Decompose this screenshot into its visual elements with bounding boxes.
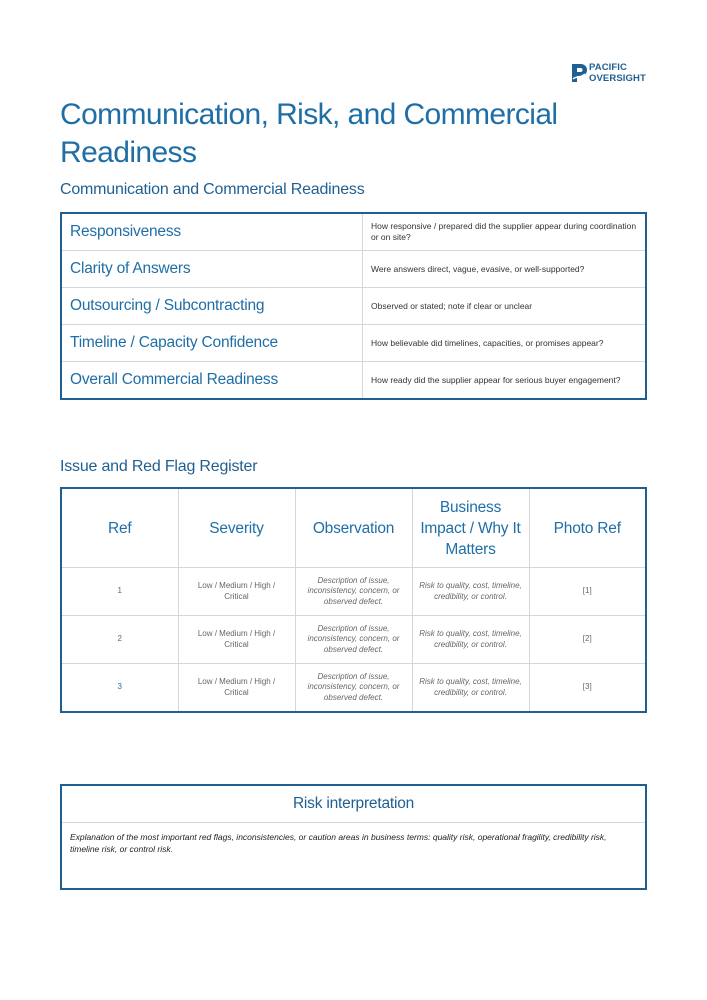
cell-observation: Description of issue, inconsistency, concern, or observed defect. — [295, 664, 412, 713]
table-header-row — [61, 488, 646, 568]
readiness-label: Responsiveness — [61, 213, 363, 251]
readiness-heading: Communication and Commercial Readiness — [60, 181, 365, 198]
cell-severity: Low / Medium / High / Critical — [178, 568, 295, 616]
readiness-label: Timeline / Capacity Confidence — [61, 325, 363, 362]
readiness-description: Observed or stated; note if clear or unclear — [363, 288, 647, 325]
table-row — [61, 568, 646, 616]
readiness-label: Outsourcing / Subcontracting — [61, 288, 363, 325]
issue-register-table — [60, 487, 647, 713]
pacific-oversight-logo-icon — [570, 62, 588, 84]
cell-impact: Risk to quality, cost, timeline, credibility, or control. — [412, 616, 529, 664]
table-row — [61, 288, 646, 325]
table-row — [61, 362, 646, 400]
cell-photo-ref: [2] — [529, 616, 646, 664]
column-header-photo-ref: Photo Ref — [529, 488, 646, 568]
table-row — [61, 664, 646, 713]
risk-interpretation-body: Explanation of the most important red flags, inconsistencies, or caution areas in business terms: quality risk, operational fragility, credibility risk, timeline risk, or control risk. — [70, 832, 607, 854]
table-row — [61, 251, 646, 288]
column-header-observation: Observation — [295, 488, 412, 568]
register-heading: Issue and Red Flag Register — [60, 458, 258, 475]
readiness-description: How ready did the supplier appear for serious buyer engagement? — [363, 362, 647, 400]
cell-ref: 2 — [61, 616, 178, 664]
cell-ref: 3 — [61, 664, 178, 713]
cell-photo-ref: [3] — [529, 664, 646, 713]
risk-interpretation-box — [60, 784, 647, 890]
page-title: Communication, Risk, and Commercial Readiness — [60, 98, 558, 169]
readiness-label: Overall Commercial Readiness — [61, 362, 363, 400]
table-row — [61, 616, 646, 664]
cell-observation: Description of issue, inconsistency, concern, or observed defect. — [295, 568, 412, 616]
table-row — [61, 325, 646, 362]
cell-severity: Low / Medium / High / Critical — [178, 616, 295, 664]
column-header-severity: Severity — [178, 488, 295, 568]
cell-impact: Risk to quality, cost, timeline, credibility, or control. — [412, 664, 529, 713]
cell-photo-ref: [1] — [529, 568, 646, 616]
cell-severity: Low / Medium / High / Critical — [178, 664, 295, 713]
column-header-business-impact: Business Impact / Why It Matters — [412, 488, 529, 568]
cell-impact: Risk to quality, cost, timeline, credibility, or control. — [412, 568, 529, 616]
risk-interpretation-title: Risk interpretation — [62, 786, 645, 823]
column-header-ref: Ref — [61, 488, 178, 568]
brand-name — [589, 63, 646, 84]
cell-observation: Description of issue, inconsistency, concern, or observed defect. — [295, 616, 412, 664]
readiness-description: How responsive / prepared did the supplier appear during coordination or on site? — [363, 213, 647, 251]
table-row — [61, 213, 646, 251]
readiness-description: How believable did timelines, capacities, or promises appear? — [363, 325, 647, 362]
brand-name-line2: OVERSIGHT — [589, 72, 646, 84]
brand-logo — [570, 61, 660, 85]
readiness-description: Were answers direct, vague, evasive, or well-supported? — [363, 251, 647, 288]
cell-ref: 1 — [61, 568, 178, 616]
readiness-table — [60, 212, 647, 400]
readiness-label: Clarity of Answers — [61, 251, 363, 288]
brand-name-line1: PACIFIC — [589, 62, 627, 73]
